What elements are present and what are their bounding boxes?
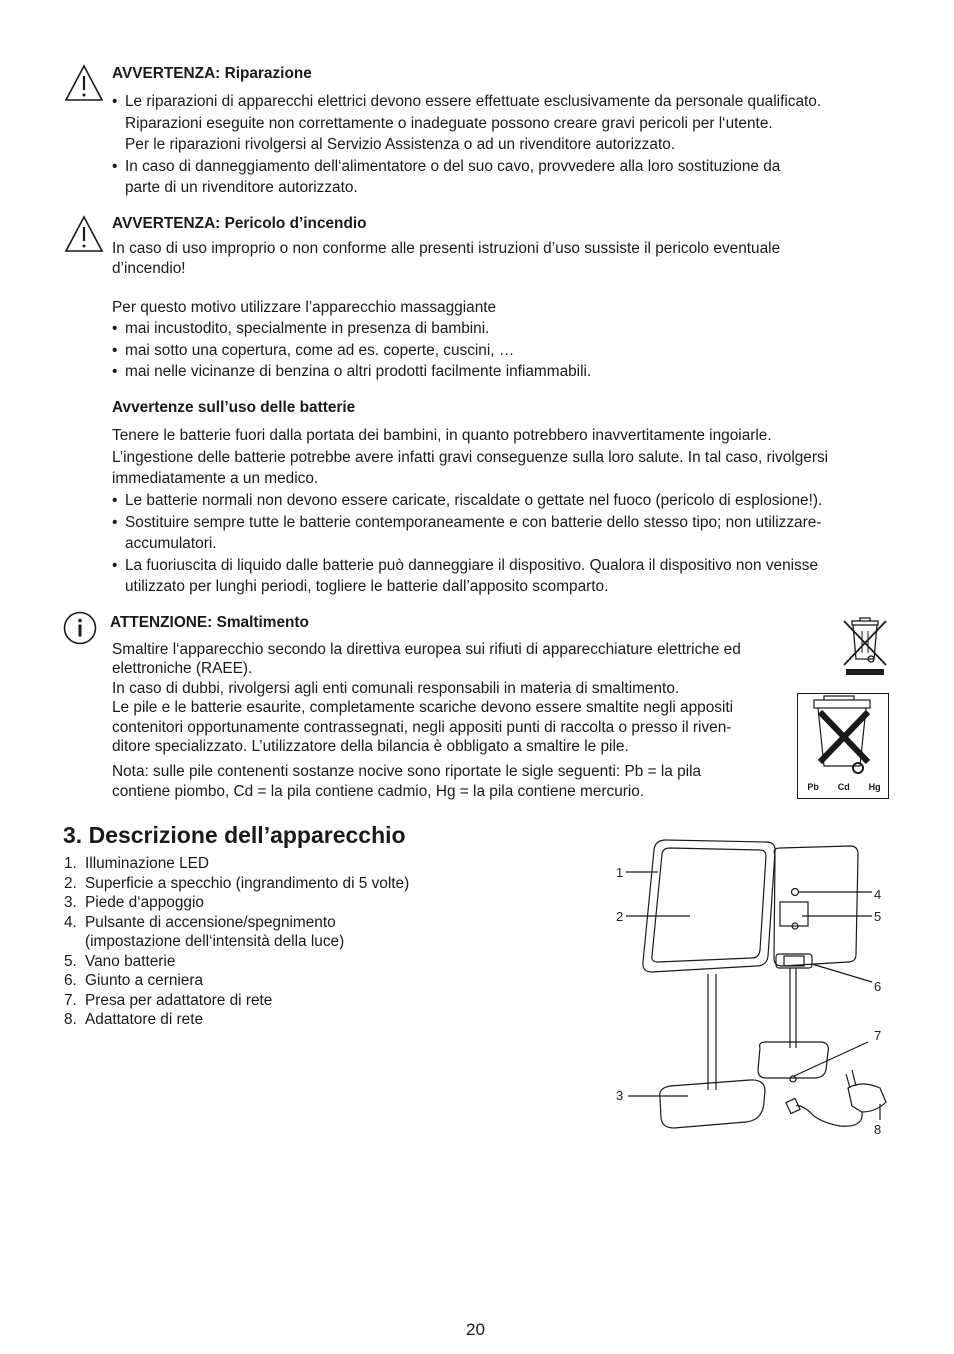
list-item: 4. Pulsante di accensione/spegnimento [64, 913, 336, 931]
callout-label: 4 [874, 887, 882, 902]
list-item: • In caso di danneggiamento dell‘alimentatore o del suo cavo, provvedere alla loro sostituzione da parte di un rivenditore autorizzato. [112, 156, 821, 199]
crossed-bin-icon [798, 694, 890, 780]
disposal-body: Smaltire l‘apparecchio secondo la direttiva europea sui rifiuti di apparecchiature elettriche ed elettroniche (RAEE). In caso di dubbi, rivolgersi agli enti comunali responsabili in materia di smaltimento. Le pile e le batterie esaurite, completamente scariche devono essere smaltite negli appositi contenitori opportunamente contrassegnati, negli appositi punti di raccolta o presso il riven- ditore specializzato. L’utilizzatore della bilancia è obbligato a smaltire le pile. [112, 641, 741, 756]
list-item: 1. Illuminazione LED [64, 855, 210, 872]
warning-fire-title: AVVERTENZA: Pericolo d’incendio [112, 215, 367, 232]
callout-label: 5 [874, 909, 882, 924]
warning-fire-bullets [112, 318, 591, 383]
warning-fire-intro: In caso di uso improprio o non conforme alle presenti istruzioni d’uso sussiste il pericolo eventuale d’incendio! [112, 240, 781, 277]
warning-triangle-icon [64, 215, 104, 253]
callout-label: 3 [616, 1088, 624, 1103]
callout-label: 8 [874, 1122, 882, 1137]
batteries-intro: Tenere le batterie fuori dalla portata dei bambini, in quanto potrebbero inavvertitamente ingoiarle. L’ingestione delle batterie potrebbe avere infatti gravi conseguenze sulla loro salute. In tal caso, rivolgersi immediatamente a un medico. [112, 427, 829, 487]
list-item: • Le riparazioni di apparecchi elettrici devono essere effettuate esclusivamente da personale qualificato. Riparazioni eseguite non correttamente o inadeguate possono creare gravi pericoli per l‘utente. Per le riparazioni rivolgersi al Servizio Assistenza o ad un rivenditore autorizzato. [112, 91, 821, 156]
batteries-title: Avvertenze sull’uso delle batterie [112, 399, 356, 416]
callout-label: 7 [874, 1028, 882, 1043]
list-item: 6. Giunto a cerniera [64, 972, 204, 989]
warning-fire-lead: Per questo motivo utilizzare l’apparecchio massaggiante [112, 299, 497, 316]
page-number: 20 [466, 1320, 485, 1339]
battery-disposal-symbol [797, 693, 889, 799]
warning-repair-title: AVVERTENZA: Riparazione [112, 65, 312, 82]
list-item: • mai nelle vicinanze di benzina o altri prodotti facilmente infiammabili. [112, 361, 591, 383]
list-item: 3. Piede d‘appoggio [64, 894, 204, 911]
list-item: (impostazione dell‘intensità della luce) [85, 933, 345, 950]
parts-list [64, 854, 409, 1030]
warning-triangle-icon [64, 64, 104, 102]
warning-repair-body [112, 91, 821, 199]
weee-bin-icon [838, 613, 892, 677]
callout-label: 1 [616, 865, 624, 880]
disposal-note: Nota: sulle pile contenenti sostanze nocive sono riportate le sigle seguenti: Pb = la pila contiene piombo, Cd = la pila contiene cadmio, Hg = la pila contiene mercurio. [112, 763, 702, 800]
list-item: • mai incustodito, specialmente in presenza di bambini. [112, 318, 591, 340]
list-item: 5. Vano batterie [64, 952, 176, 970]
list-item: • La fuoriuscita di liquido dalle batterie può danneggiare il dispositivo. Qualora il dispositivo non venisse utilizzato per lunghi periodi, togliere le batterie dall’apposito scomparto. [112, 555, 822, 598]
disposal-title: ATTENZIONE: Smaltimento [110, 614, 309, 631]
list-item: 2. Superficie a specchio (ingrandimento di 5 volte) [64, 874, 410, 892]
section-title: 3. Descrizione dell’apparecchio [63, 822, 406, 848]
mirror-illustration [600, 830, 900, 1140]
info-icon [63, 611, 97, 645]
list-item: • Sostituire sempre tutte le batterie contemporaneamente e con batterie dello stesso tipo; non utilizzare- accumulatori. [112, 512, 822, 555]
batteries-bullets [112, 490, 822, 598]
list-item: • Le batterie normali non devono essere caricate, riscaldate o gettate nel fuoco (pericolo di esplosione!). [112, 490, 822, 512]
callout-label: 2 [616, 909, 624, 924]
list-item: 7. Presa per adattatore di rete [64, 991, 273, 1009]
battery-symbol-labels: Pb Cd Hg [807, 782, 881, 792]
callout-label: 6 [874, 979, 882, 994]
list-item: 8. Adattatore di rete [64, 1011, 204, 1028]
list-item: • mai sotto una copertura, come ad es. coperte, cuscini, … [112, 340, 591, 362]
